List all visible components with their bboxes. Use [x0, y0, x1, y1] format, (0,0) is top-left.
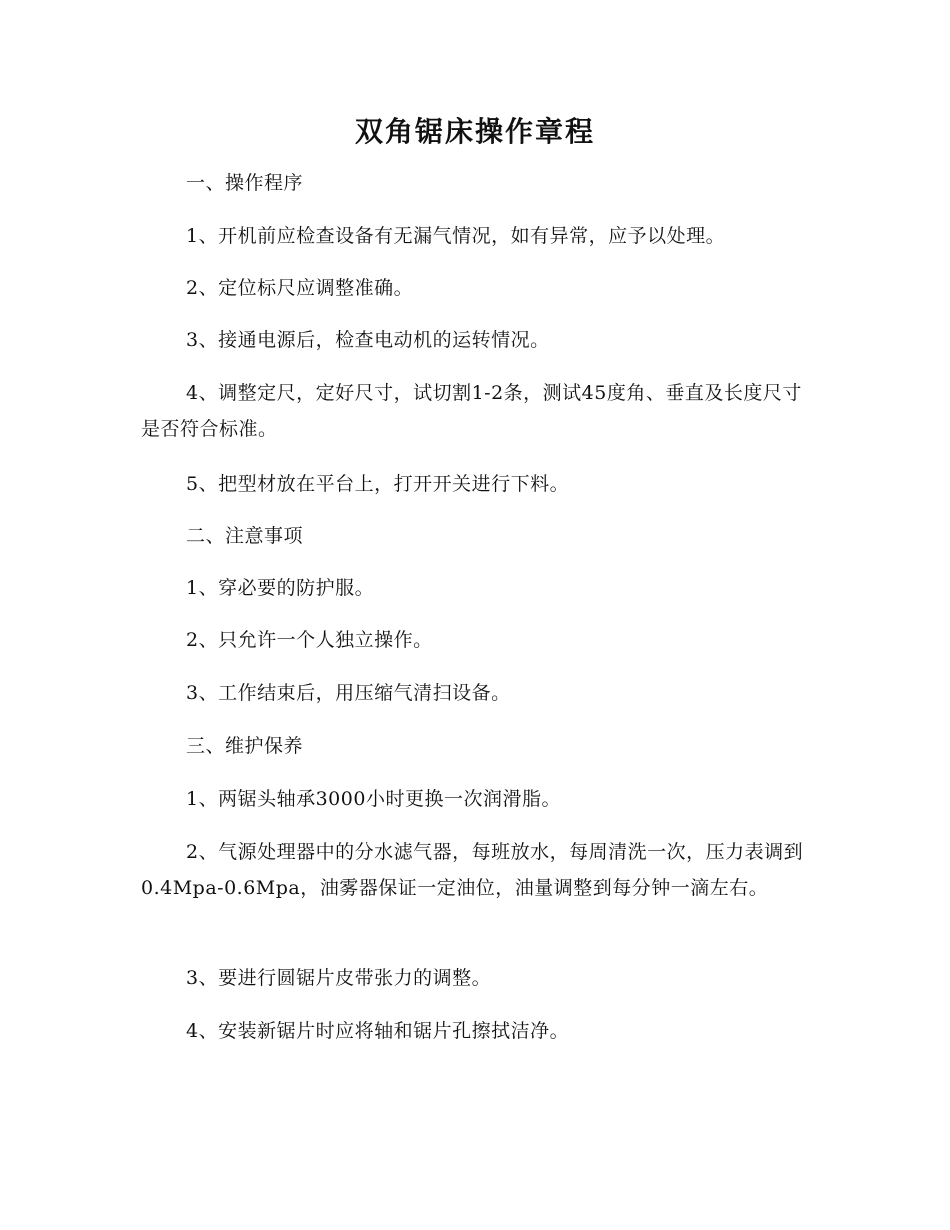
- section-heading-precautions: 二、注意事项: [186, 525, 304, 547]
- paragraph-procedure-2: 2、定位标尺应调整准确。: [186, 277, 414, 299]
- paragraph-precautions-3: 3、工作结束后，用压缩气清扫设备。: [186, 682, 511, 704]
- paragraph-procedure-5: 5、把型材放在平台上，打开开关进行下料。: [186, 473, 570, 495]
- paragraph-maintenance-1: 1、两锯头轴承3000小时更换一次润滑脂。: [186, 788, 561, 810]
- paragraph-procedure-3: 3、接通电源后，检查电动机的运转情况。: [186, 329, 550, 351]
- paragraph-procedure-4: 4、调整定尺，定好尺寸，试切割1-2条，测试45度角、垂直及长度尺寸是否符合标准。: [141, 382, 802, 440]
- paragraph-precautions-1: 1、穿必要的防护服。: [186, 577, 375, 599]
- paragraph-procedure-1: 1、开机前应检查设备有无漏气情况，如有异常，应予以处理。: [186, 225, 726, 247]
- paragraph-maintenance-2: 2、气源处理器中的分水滤气器，每班放水，每周清洗一次，压力表调到0.4Mpa-0.6Mpa，油雾器保证一定油位，油量调整到每分钟一滴左右。: [141, 841, 804, 899]
- page-title: 双角锯床操作章程: [354, 115, 595, 148]
- paragraph-precautions-2: 2、只允许一个人独立操作。: [186, 629, 433, 651]
- section-heading-maintenance: 三、维护保养: [186, 735, 304, 757]
- paragraph-maintenance-3: 3、要进行圆锯片皮带张力的调整。: [186, 967, 492, 989]
- paragraph-maintenance-4: 4、安装新锯片时应将轴和锯片孔擦拭洁净。: [186, 1020, 570, 1042]
- section-heading-procedure: 一、操作程序: [186, 172, 304, 194]
